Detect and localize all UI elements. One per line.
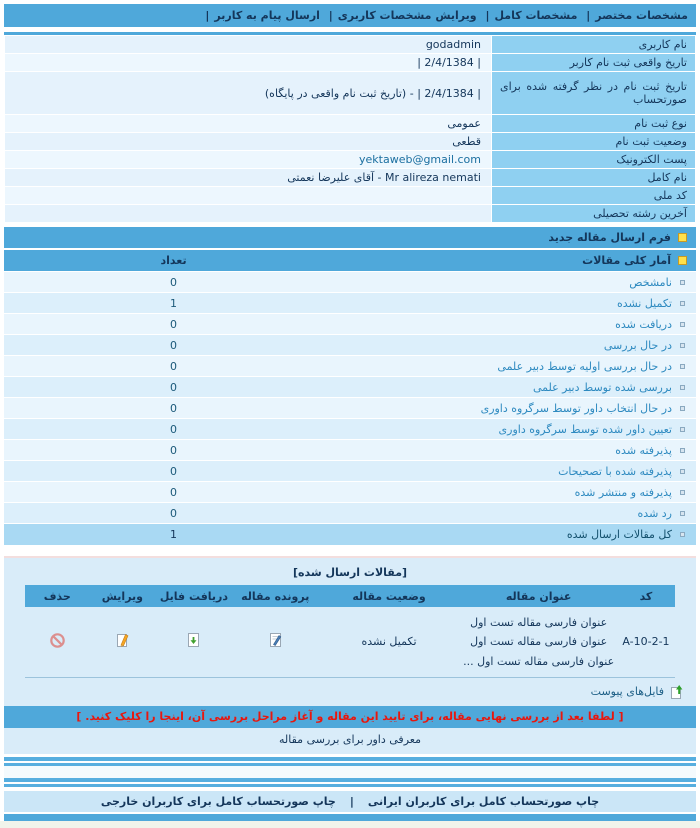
profile-label: وضعیت ثبت نام [492,133,695,150]
stat-label-cell [343,297,696,310]
stat-row [4,482,696,502]
nav-item [480,9,577,22]
delete-icon[interactable] [49,632,66,649]
article-header-cell: عنوان مقاله [461,585,617,607]
stat-label-link[interactable]: پذیرفته شده با تصحیحات [558,464,672,478]
stat-label-link[interactable]: تعیین داور شده توسط سرگروه داوری [498,422,672,436]
stat-count: 0 [170,464,178,478]
stat-label-cell [343,339,696,352]
stat-count: 0 [170,275,178,289]
nav-separator: | [485,9,490,22]
profile-label: آخرین رشته تحصیلی [492,205,695,222]
articles-section-title: [مقالات ارسال شده] [292,566,408,579]
bullet-square-icon [680,301,685,306]
stat-count: 0 [170,359,178,373]
new-article-form-bar[interactable] [4,227,696,248]
stat-count: 0 [170,401,178,415]
profile-label: نوع ثبت نام [492,115,695,132]
stat-label-link[interactable]: تکمیل نشده [616,296,672,310]
articles-header-row [25,585,675,607]
reviewer-intro-row [4,728,696,750]
stat-label-cell [343,486,696,499]
bullet-square-icon [680,280,685,285]
review-confirm-notice[interactable]: [ لطفا بعد از بررسی نهایی مقاله، برای تایید این مقاله و آغاز مراحل بررسی آن، اینجا را کلیک کنید. ] [4,706,696,728]
profile-label: کد ملی [492,187,695,204]
stat-count: 0 [170,317,178,331]
new-article-form-link[interactable]: فرم ارسال مقاله جدید [548,231,671,244]
stat-count: 0 [170,338,178,352]
stats-header-bar [4,250,696,271]
nav-link[interactable]: ویرایش مشخصات کاربری [337,9,477,22]
article-header-cell: پرونده مقاله [233,585,318,607]
profile-table [4,32,696,223]
bullet-square-icon [680,511,685,516]
bullet-square-icon [680,322,685,327]
stat-label-link[interactable]: در حال انتخاب داور توسط سرگروه داوری [480,401,672,415]
stat-label-link[interactable]: در حال بررسی [603,338,672,352]
footer-print-bar [4,791,696,812]
articles-table [25,585,675,678]
nav-separator: | [328,9,333,22]
bullet-square-icon [680,490,685,495]
bullet-square-icon [680,532,685,537]
stat-row [4,440,696,460]
profile-value: godadmin [5,36,491,53]
separator-stripes [4,778,696,787]
stats-title: آمار کلی مقالات [582,254,671,267]
article-header-cell: دریافت فایل [155,585,233,607]
bullet-square-icon [680,448,685,453]
profile-row [5,72,695,114]
bullet-square-icon [680,406,685,411]
profile-row [5,205,695,222]
stats-total-label-cell [343,528,696,541]
stat-row [4,377,696,397]
stat-count: 0 [170,380,178,394]
bullet-square-icon [680,469,685,474]
download-file-icon[interactable] [186,632,201,648]
stats-total-label[interactable]: کل مقالات ارسال شده [566,528,672,541]
yellow-square-icon [678,233,687,242]
stat-count: 1 [170,296,178,310]
nav-item [581,9,688,22]
page-bottom-strip [0,821,700,828]
stat-label-cell [343,507,696,520]
profile-label: پست الکترونیک [492,151,695,168]
stat-row [4,314,696,334]
print-foreign-invoice-link[interactable]: چاپ صورتحساب کامل برای کاربران خارجی [100,794,336,808]
nav-item [200,9,320,22]
stat-label-cell [343,402,696,415]
stat-label-link[interactable]: بررسی شده توسط دبیر علمی [532,380,672,394]
stat-label-cell [343,360,696,373]
stat-count: 0 [170,422,178,436]
bottom-bar [4,814,696,821]
profile-label: تاریخ ثبت نام در نظر گرفته شده برای صورتحساب [492,72,695,114]
attach-file-icon[interactable] [670,684,684,700]
stat-row [4,356,696,376]
nav-separator: | [205,9,210,22]
nav-item [324,9,477,22]
count-column-header: تعداد [160,254,187,267]
stat-label-link[interactable]: نامشخص [629,275,672,289]
stat-label-link[interactable]: پذیرفته و منتشر شده [574,485,672,499]
article-row [25,607,675,677]
stats-total-row [4,524,696,545]
profile-row [5,133,695,150]
article-header-cell: ویرایش [90,585,155,607]
article-code: A-10-2-1 [622,635,670,649]
stat-row [4,419,696,439]
bullet-square-icon [680,385,685,390]
stats-rows [4,272,696,523]
profile-row [5,54,695,71]
profile-value: Mr alireza nemati - آقای علیرضا نعمتی [5,169,491,186]
article-header-cell: وضعیت مقاله [318,585,461,607]
article-header-cell: کد [617,585,676,607]
stat-label-cell [343,381,696,394]
profile-label: نام کاربری [492,36,695,53]
article-header-cell: حذف [25,585,90,607]
stat-label-link[interactable]: رد شده [637,506,672,520]
stat-row [4,335,696,355]
top-nav [4,4,696,27]
footer-separator: | [349,794,354,808]
profile-value [5,187,491,204]
stats-title-part [343,254,696,267]
print-iranian-invoice-link[interactable]: چاپ صورتحساب کامل برای کاربران ایرانی [367,794,600,808]
stat-row [4,398,696,418]
profile-value: | 2/4/1384 | [5,54,491,71]
profile-value [5,205,491,222]
profile-value: قطعی [5,133,491,150]
stat-label-cell [343,318,696,331]
nav-link[interactable]: ارسال پیام به کاربر [214,9,320,22]
edit-icon[interactable] [115,632,130,648]
article-status: تکمیل نشده [361,635,417,649]
stat-label-link[interactable]: دریافت شده [615,317,672,331]
bullet-square-icon [680,343,685,348]
stat-row [4,503,696,523]
stripe-gap [4,766,696,778]
stat-label-link[interactable]: در حال بررسی اولیه توسط دبیر علمی [497,359,672,373]
reviewer-intro-link[interactable]: معرفی داور برای بررسی مقاله [279,732,421,746]
article-title: عنوان فارسی مقاله تست اول عنوان فارسی مقاله تست اول عنوان فارسی مقاله تست اول ... [463,616,615,668]
bullet-square-icon [680,364,685,369]
stat-row [4,272,696,292]
articles-section [4,556,696,754]
stat-row [4,293,696,313]
stats-total-count: 1 [170,528,178,541]
stat-count: 0 [170,506,178,520]
separator-stripes [4,757,696,766]
bullet-square-icon [680,427,685,432]
attachments-link[interactable]: فایل‌های پیوست [590,685,664,699]
profile-row [5,36,695,53]
nav-separator: | [586,9,591,22]
profile-value: | 2/4/1384 | - (تاریخ ثبت نام واقعی در پایگاه) [5,72,491,114]
stat-label-cell [343,423,696,436]
stat-count: 0 [170,485,178,499]
profile-label: تاریخ واقعی ثبت نام کاربر [492,54,695,71]
profile-value: عمومی [5,115,491,132]
profile-row [5,115,695,132]
stat-label-cell [343,444,696,457]
stat-label-cell [343,276,696,289]
profile-row [5,151,695,168]
stat-label-cell [343,465,696,478]
yellow-square-icon [678,256,687,265]
profile-label: نام کامل [492,169,695,186]
stat-label-link[interactable]: پذیرفته شده [615,443,672,457]
attachments-row [4,678,696,704]
profile-value[interactable]: yektaweb@gmail.com [5,151,491,168]
nav-link[interactable]: مشخصات کامل [494,9,578,22]
article-file-icon[interactable] [268,632,283,648]
profile-row [5,169,695,186]
stat-row [4,461,696,481]
stat-count: 0 [170,443,178,457]
nav-link[interactable]: مشخصات مختصر [595,9,688,22]
profile-row [5,187,695,204]
